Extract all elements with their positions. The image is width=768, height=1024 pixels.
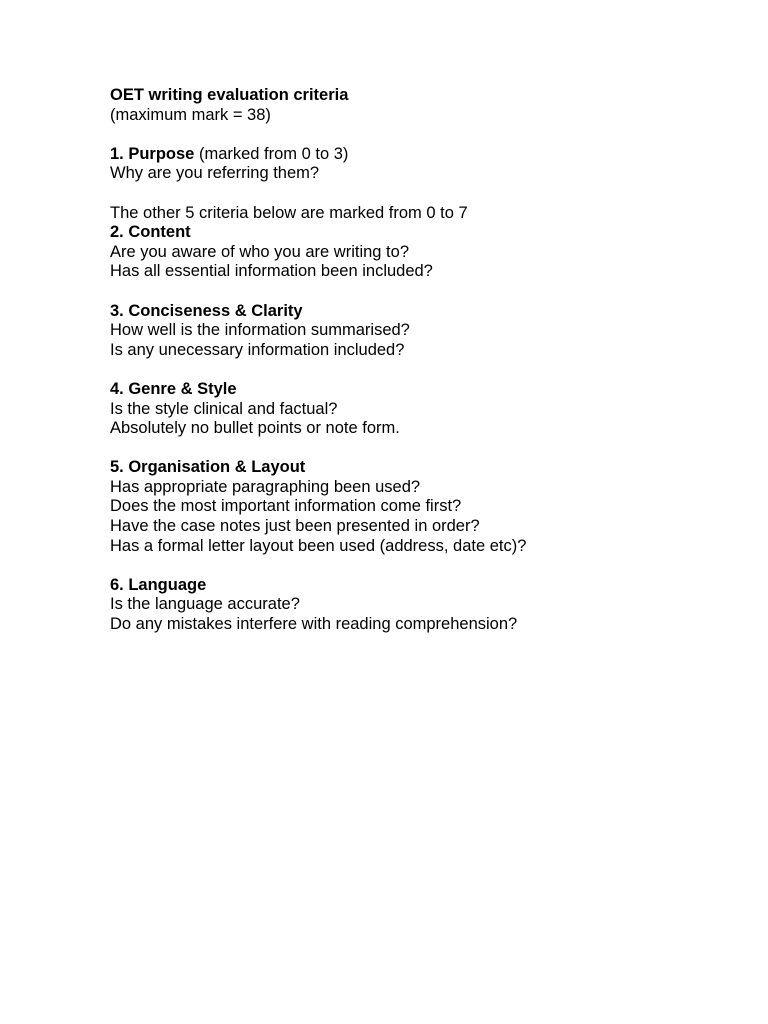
spacer [110,360,730,380]
spacer [110,125,730,145]
document-title: OET writing evaluation criteria [110,86,349,104]
conciseness-question: Is any unecessary information included? [110,340,405,359]
language-question: Is the language accurate? [110,595,300,614]
content-question: Are you aware of who you are writing to? [110,242,409,261]
language-question: Do any mistakes interfere with reading comprehension? [110,615,518,634]
spacer [110,556,730,576]
content-heading: 2. Content [110,223,191,242]
organisation-heading: 5. Organisation & Layout [110,458,306,477]
organisation-question: Does the most important information come first? [110,497,462,516]
conciseness-question: How well is the information summarised? [110,321,410,340]
genre-question: Is the style clinical and factual? [110,399,338,418]
purpose-question: Why are you referring them? [110,164,320,183]
organisation-question: Has appropriate paragraphing been used? [110,477,421,496]
other-criteria-note: The other 5 criteria below are marked from 0 to 7 [110,203,468,222]
document-subtitle: (maximum mark = 38) [110,105,271,124]
language-heading: 6. Language [110,575,207,594]
conciseness-heading: 3. Conciseness & Clarity [110,301,303,320]
genre-question: Absolutely no bullet points or note form. [110,419,400,438]
organisation-question: Have the case notes just been presented in order? [110,517,480,536]
spacer [110,184,730,204]
spacer [110,282,730,302]
content-question: Has all essential information been included? [110,262,433,281]
purpose-heading-line [110,145,730,165]
genre-heading: 4. Genre & Style [110,379,237,398]
spacer [110,439,730,459]
purpose-note: (marked from 0 to 3) [194,144,349,163]
purpose-heading: 1. Purpose [110,144,195,163]
organisation-question: Has a formal letter layout been used (address, date etc)? [110,536,527,555]
document-body [110,86,730,635]
